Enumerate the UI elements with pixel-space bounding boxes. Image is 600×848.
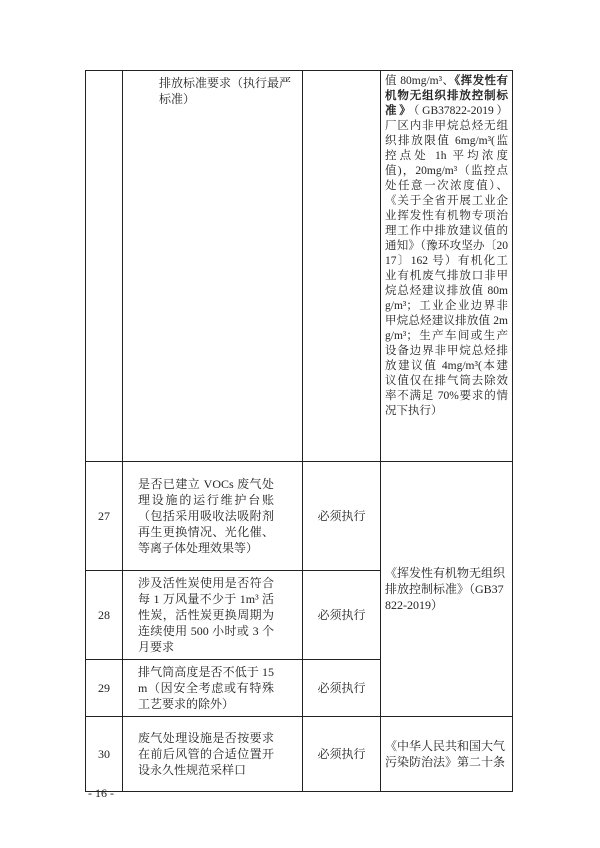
basis-cell-merged: 《挥发性有机物无组织排放控制标准》（GB37822-2019） bbox=[381, 462, 513, 717]
requirement-cell: 必须执行 bbox=[303, 571, 381, 660]
check-item-cell bbox=[123, 71, 303, 462]
requirement-cell: 必须执行 bbox=[303, 462, 381, 571]
inspection-checklist-table bbox=[85, 70, 513, 792]
row-number-cell-empty bbox=[86, 71, 123, 462]
basis-cell bbox=[381, 71, 513, 462]
table-row bbox=[86, 462, 513, 571]
row-number-cell: 28 bbox=[86, 571, 123, 660]
basis-cell: 《中华人民共和国大气污染防治法》第二十条 bbox=[381, 717, 513, 792]
requirement-cell: 必须执行 bbox=[303, 660, 381, 717]
basis-text-prefix: 值 80mg/m³、 bbox=[385, 75, 455, 87]
check-item-cell: 是否已建立 VOCs 废气处理设施的运行维护台账（包括采用吸收法吸附剂再生更换情况、光化催、等离子体处理效果等） bbox=[123, 462, 303, 571]
table-row-continued bbox=[86, 71, 513, 462]
check-item-cell: 废气处理设施是否按要求在前后风管的合适位置开设永久性规范采样口 bbox=[123, 717, 303, 792]
row-number-cell: 29 bbox=[86, 660, 123, 717]
table-row bbox=[86, 717, 513, 792]
row-number-cell: 27 bbox=[86, 462, 123, 571]
check-item-text: 排放标准要求（执行最严标准） bbox=[159, 76, 292, 106]
basis-text-rest: （GB37822-2019）厂区内非甲烷总烃无组织排放限值 6mg/m³(监控点处 1h 平均浓度值)，20mg/m³（监控点处任意一次浓度值）、《关于全省开展工业企业挥发性有机物专项治理工作中排放建议值的通知》（豫环攻坚办〔2017〕162 号）有机化工业有机废气排放口非甲烷总烃建议排放值 80mg/m³；工业企业边界非甲烷总烃建议排放值 2mg/m³；生产车间或生产设备边界非甲烷总烃排放建议值 4mg/m³(本建议值仅在排气筒去除效率不满足 70%要求的情况下执行） bbox=[385, 105, 508, 417]
page-number: - 16 - bbox=[88, 786, 114, 800]
row-number-cell: 30 bbox=[86, 717, 123, 792]
basis-standard-title: 《挥发性有机物无组织排放控制标准》 bbox=[385, 75, 508, 117]
check-item-cell: 排气筒高度是否不低于 15m（因安全考虑或有特殊工艺要求的除外） bbox=[123, 660, 303, 717]
requirement-cell-empty bbox=[303, 71, 381, 462]
requirement-cell: 必须执行 bbox=[303, 717, 381, 792]
check-item-cell: 涉及活性炭使用是否符合每 1 万风量不少于 1m³ 活性炭，活性炭更换周期为连续使用 500 小时或 3 个月要求 bbox=[123, 571, 303, 660]
